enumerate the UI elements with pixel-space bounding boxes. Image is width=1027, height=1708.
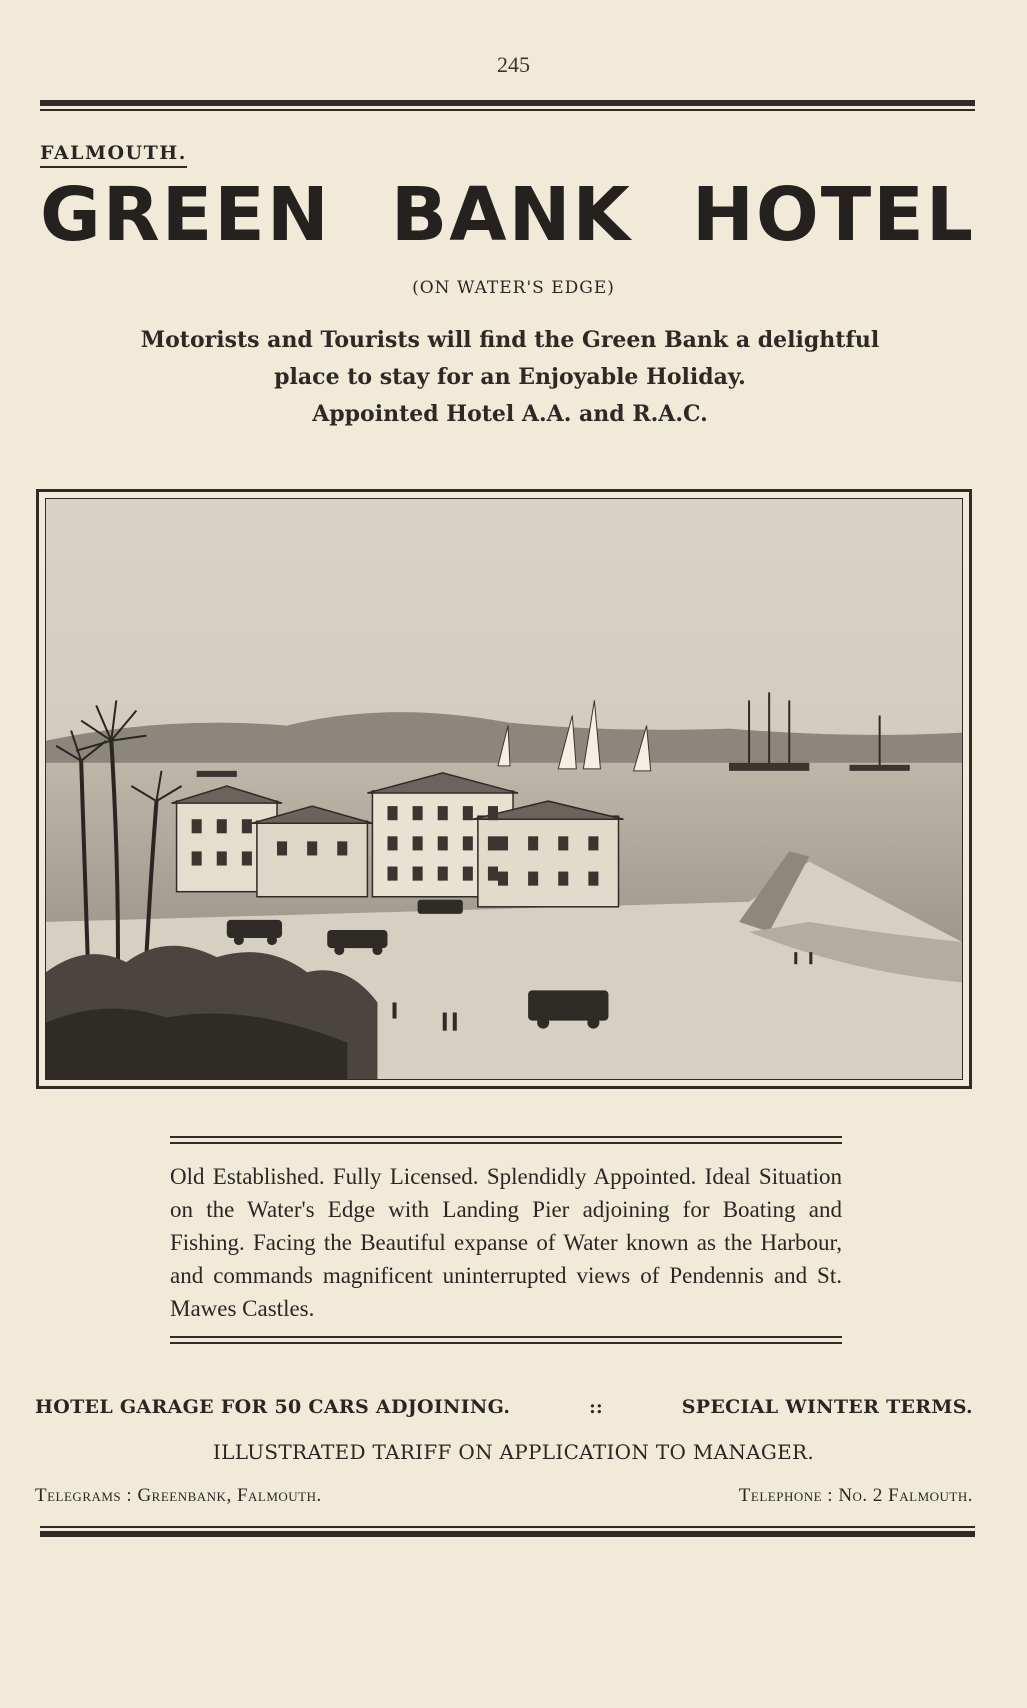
hotel-name-word-1: GREEN xyxy=(40,172,331,258)
harbour-illustration xyxy=(46,499,962,1079)
page-number: 245 xyxy=(497,52,530,77)
bottom-rule xyxy=(40,1526,975,1537)
tariff-note: ILLUSTRATED TARIFF ON APPLICATION TO MANAGER. xyxy=(212,1440,815,1464)
amenities-row xyxy=(35,1396,973,1418)
contact-row xyxy=(35,1485,973,1507)
top-rule xyxy=(40,100,975,111)
intro-line: Appointed Hotel A.A. and R.A.C. xyxy=(312,401,708,427)
description-bottom-rule xyxy=(170,1336,842,1344)
intro-line: Motorists and Tourists will find the Green Bank a delightful xyxy=(140,327,880,353)
hotel-photograph xyxy=(36,489,972,1089)
intro-line: place to stay for an Enjoyable Holiday. xyxy=(274,364,746,390)
intro-text xyxy=(60,322,960,433)
garage-text: HOTEL GARAGE FOR 50 CARS ADJOINING. xyxy=(35,1396,511,1418)
winter-terms: SPECIAL WINTER TERMS. xyxy=(681,1396,973,1418)
subtitle: (ON WATER'S EDGE) xyxy=(412,278,615,298)
location-heading: FALMOUTH. xyxy=(40,142,187,168)
hotel-name-word-2: BANK xyxy=(390,172,632,258)
telegrams: Telegrams : Greenbank, Falmouth. xyxy=(35,1485,322,1506)
hotel-name xyxy=(40,172,975,258)
hotel-description: Old Established. Fully Licensed. Splendidly Appointed. Ideal Situation on the Water's Edge with Landing Pier adjoining for Boating and Fishing. Facing the Beautiful expanse of Water known as the Harbour, and commands magnificent uninterrupted views of Pendennis and St. Mawes Castles. xyxy=(170,1164,842,1321)
separator: :: xyxy=(589,1396,603,1418)
description-top-rule xyxy=(170,1136,842,1144)
telephone: Telephone : No. 2 Falmouth. xyxy=(738,1485,973,1506)
hotel-name-word-3: HOTEL xyxy=(691,172,975,258)
